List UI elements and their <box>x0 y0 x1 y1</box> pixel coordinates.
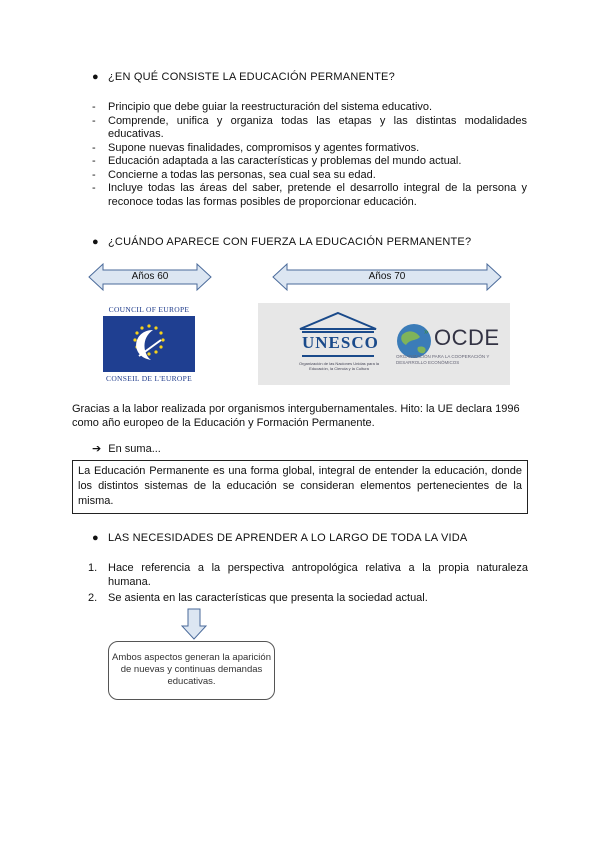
summary-box: La Educación Permanente es una forma global, integral de entender la educación, donde los distintos sistemas de la educación se consideran elementos pertenecientes de la misma. <box>72 460 528 514</box>
list-item: - Incluye todas las áreas del saber, pretende el desarrollo integral de la persona y reconoce todas las formas posibles de proporcionar educación. <box>92 182 527 209</box>
needs-list <box>88 561 528 607</box>
arrow-right-icon: ➔ <box>92 443 102 455</box>
coe-emblem <box>103 316 195 372</box>
item-number: 1. <box>88 562 98 574</box>
bullet-icon: ● <box>92 532 99 544</box>
arrow-label: Años 70 <box>368 271 406 282</box>
item-text: Hace referencia a la perspectiva antropológica relativa a la propia naturaleza humana. <box>108 562 528 588</box>
heading-text: LAS NECESIDADES DE APRENDER A LO LARGO DE TODA LA VIDA <box>108 532 468 544</box>
list-item: - Principio que debe guiar la reestructuración del sistema educativo. <box>92 101 527 115</box>
logos-strip <box>258 303 510 385</box>
timeline-arrow-70s <box>272 262 502 292</box>
heading-text: ¿CUÁNDO APARECE CON FUERZA LA EDUCACIÓN PERMANENTE? <box>108 236 472 248</box>
ocde-arrows-icon: » <box>424 327 429 336</box>
logo-text: CONSEIL DE L'EUROPE <box>106 374 192 383</box>
logo-text: COUNCIL OF EUROPE <box>108 305 190 314</box>
section-heading-3 <box>92 532 468 544</box>
definition-list <box>92 101 527 209</box>
ocde-subtitle: ORGANIZACIÓN PARA LA COOPERACIÓN Y DESARROLLO ECONÓMICOS <box>396 354 490 365</box>
ocde-logo <box>394 321 508 381</box>
heading-text: ¿EN QUÉ CONSISTE LA EDUCACIÓN PERMANENTE? <box>108 71 395 83</box>
bullet-icon: ● <box>92 71 99 83</box>
unesco-logo <box>288 311 388 381</box>
summary-label <box>92 442 161 455</box>
council-of-europe-logo <box>103 305 195 381</box>
down-arrow-icon <box>181 608 207 643</box>
conclusion-box: Ambos aspectos generan la aparición de nuevas y continuas demandas educativas. <box>108 641 275 700</box>
bullet-icon: ● <box>92 236 99 248</box>
list-item <box>88 591 528 605</box>
list-item: - Educación adaptada a las características y problemas del mundo actual. <box>92 155 527 169</box>
summary-label-text: En suma... <box>108 443 161 455</box>
item-number: 2. <box>88 592 98 604</box>
timeline-arrow-60s <box>88 262 212 292</box>
list-item <box>88 561 528 589</box>
section-heading-2 <box>92 236 472 248</box>
unesco-wordmark: UNESCO <box>302 333 379 352</box>
arrow-label: Años 60 <box>131 271 169 282</box>
list-item: - Concierne a todas las personas, sea cual sea su edad. <box>92 169 527 183</box>
list-item: - Supone nuevas finalidades, compromisos y agentes formativos. <box>92 142 527 156</box>
stars-circle-icon <box>103 316 195 372</box>
ocde-wordmark: OCDE <box>434 325 500 350</box>
section-heading-1 <box>92 71 395 83</box>
list-item: - Comprende, unifica y organiza todas las etapas y las distintas modalidades educativas. <box>92 115 527 142</box>
unesco-subtitle: Organización de las Naciones Unidas para la Educación, la Ciencia y la Cultura <box>298 361 380 371</box>
milestone-paragraph: Gracias a la labor realizada por organismos intergubernamentales. Hito: la UE declara 1996 como año europeo de la Educación y Formación Permanente. <box>72 403 520 429</box>
item-text: Se asienta en las características que presenta la sociedad actual. <box>108 592 428 604</box>
